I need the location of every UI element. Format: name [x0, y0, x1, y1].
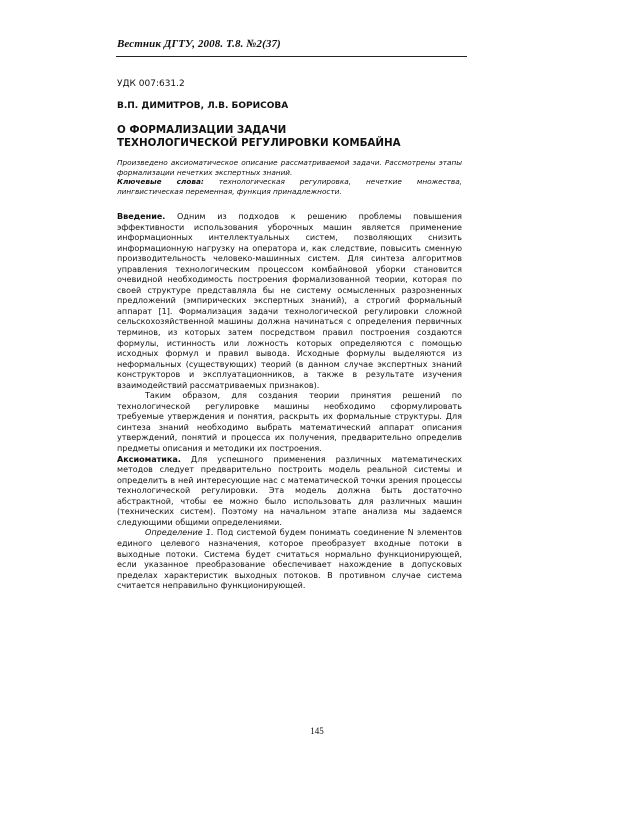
journal-header: Вестник ДГТУ, 2008. Т.8. №2(37) — [117, 38, 281, 50]
abstract-block — [117, 158, 462, 196]
udk-code: УДК 007:631.2 — [117, 79, 185, 89]
title-line-2: ТЕХНОЛОГИЧЕСКОЙ РЕГУЛИРОВКИ КОМБАЙНА — [117, 137, 401, 149]
header-rule — [116, 56, 467, 57]
axiom-paragraph — [117, 455, 462, 529]
keywords-text: технологическая регулировка, нечеткие множества, лингвистическая переменная, функция принадлежности. — [117, 177, 462, 196]
axiom-text: Для успешного применения различных математических методов следует предварительно построить модель реальной системы и определить в ней интересующие нас с математической точки зрения процессы технологической регулировки. Эта модель должна быть достаточно абстрактной, чтобы ее можно было использовать для различных машин (технических систем). Поэтому на начальном этапе анализа мы задаемся следующими общими определениями. — [117, 454, 462, 527]
abstract-text: Произведено аксиоматическое описание рассматриваемой задачи. Рассмотрены этапы формализации нечетких экспертных знаний. — [117, 158, 462, 177]
axiom-label: Аксиоматика. — [117, 454, 181, 464]
intro-label: Введение. — [117, 212, 166, 221]
article-title — [117, 124, 472, 150]
authors: В.П. ДИМИТРОВ, Л.В. БОРИСОВА — [117, 101, 289, 111]
paragraph-2: Таким образом, для создания теории принятия решений по технологической регулировке машины необходимо сформулировать требуемые утверждения и понятия, раскрыть их формальные структуры. Для синтеза знаний необходимо выбрать математический аппарат описания утверждений, понятий и процесса их получения, предварительно определив предметы описания и методики их построения. — [117, 391, 462, 454]
definition-paragraph — [117, 528, 462, 591]
page-number: 145 — [310, 726, 324, 736]
definition-label: Определение 1. — [145, 528, 214, 538]
article-body — [117, 212, 462, 592]
intro-text: Одним из подходов к решению проблемы повышения эффективности использования уборочных машин является применение информационных интеллектуальных систем, позволяющих снизить информационную нагрузку на оператора и, как следствие, повысить сменную производительность человеко-машинных систем. Для синтеза алгоритмов управления технологическим процессом комбайновой уборки становится очевидной необходимость построения формализованной теории, которая по своей структуре представляла бы не систему осмысленных разрозненных предложений (эмпирических экспертных знаний), а строгий формальный аппарат [1]. Формализация задачи технологической регулировки сложной сельскохозяйственной машины должна начинаться с определения первичных терминов, из которых затем посредством правил построения создаются формулы, истинность или ложность которых определяются с помощью исходных формул и правил вывода. Исходные формулы выделяются из неформальных (существующих) теорий (в данном случае экспертных знаний конструкторов и эксплуатационников, а также в результате изучения взаимодействий рассматриваемых признаков). — [117, 212, 462, 390]
title-line-1: О ФОРМАЛИЗАЦИИ ЗАДАЧИ — [117, 124, 287, 136]
keywords-label: Ключевые слова: — [117, 177, 204, 187]
definition-text: Под системой будем понимать соединение N элементов единого целевого назначения, которое преобразует входные потоки в выходные потоки. Система будет считаться нормально функционирующей, если указанное преобразование обеспечивает нахождение в допусковых пределах характеристик выходных потоков. В противном случае система считается неправильно функционирующей. — [117, 528, 462, 591]
keywords — [117, 177, 462, 196]
intro-paragraph — [117, 212, 462, 391]
